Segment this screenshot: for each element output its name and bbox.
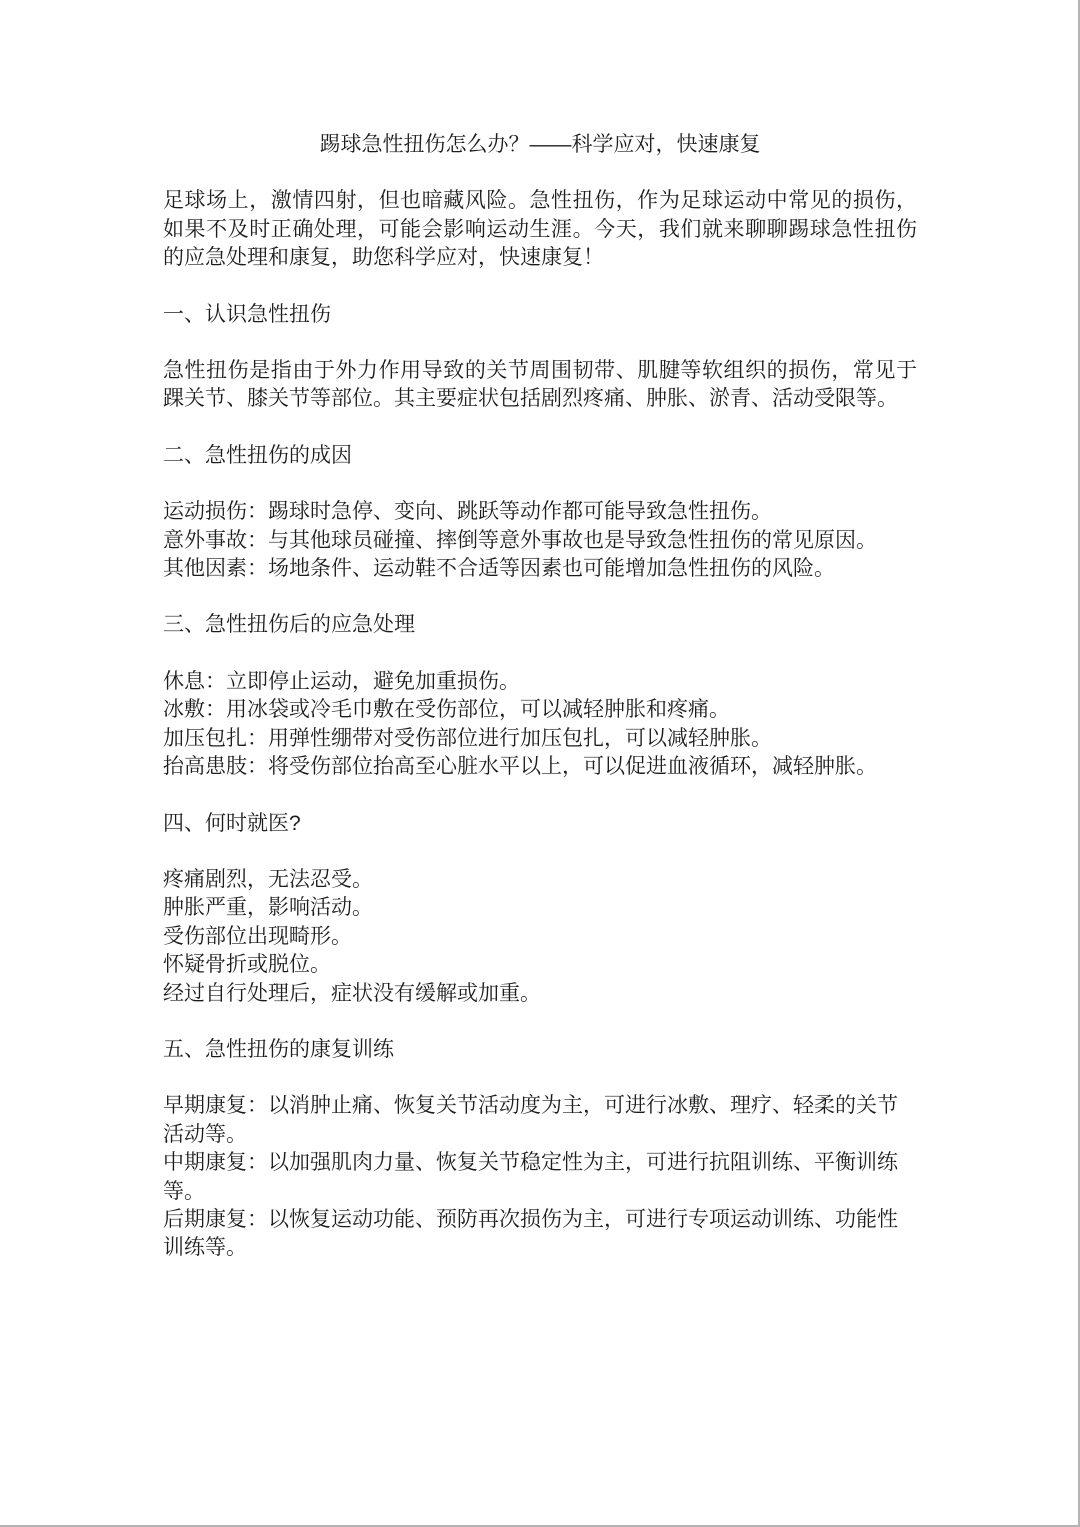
section-1-paragraph: 急性扭伤是指由于外力作用导致的关节周围韧带、肌腱等软组织的损伤，常见于踝关节、膝关节等部位。其主要症状包括剧烈疼痛、肿胀、淤青、活动受限等。 [163, 359, 917, 411]
seek-doctor-item: 疼痛剧烈，无法忍受。 [163, 867, 373, 891]
first-aid-item: 休息：立即停止运动，避免加重损伤。 [163, 669, 520, 693]
cause-item: 其他因素：场地条件、运动鞋不合适等因素也可能增加急性扭伤的风险。 [163, 557, 835, 581]
rehab-item: 中期康复：以加强肌肉力量、恢复关节稳定性为主，可进行抗阻训练、平衡训练等。 [163, 1151, 898, 1203]
seek-doctor-item: 怀疑骨折或脱位。 [163, 953, 331, 977]
first-aid-item: 抬高患肢：将受伤部位抬高至心脏水平以上，可以促进血液循环，减轻肿胀。 [163, 755, 877, 779]
seek-doctor-item: 受伤部位出现畸形。 [163, 924, 352, 948]
section-3-list [163, 668, 917, 782]
section-1-heading: 一、认识急性扭伤 [163, 302, 331, 326]
seek-doctor-item: 肿胀严重，影响活动。 [163, 896, 373, 920]
first-aid-item: 加压包扎：用弹性绷带对受伤部位进行加压包扎，可以减轻肿胀。 [163, 726, 772, 750]
section-4-list [163, 866, 917, 1008]
rehab-item: 后期康复：以恢复运动功能、预防再次损伤为主，可进行专项运动训练、功能性训练等。 [163, 1207, 898, 1260]
first-aid-item: 冰敷：用冰袋或冷毛巾敷在受伤部位，可以减轻肿胀和疼痛。 [163, 698, 730, 722]
cause-item: 意外事故：与其他球员碰撞、摔倒等意外事故也是导致急性扭伤的常见原因。 [163, 528, 877, 552]
cause-item: 运动损伤：踢球时急停、变向、跳跃等动作都可能导致急性扭伤。 [163, 500, 772, 524]
document-title: 踢球急性扭伤怎么办？——科学应对，快速康复 [319, 133, 761, 156]
section-5-heading: 五、急性扭伤的康复训练 [163, 1037, 394, 1061]
section-2-heading: 二、急性扭伤的成因 [163, 443, 352, 467]
seek-doctor-item: 经过自行处理后，症状没有缓解或加重。 [163, 981, 541, 1005]
section-2-list [163, 498, 917, 583]
intro-paragraph: 足球场上，激情四射，但也暗藏风险。急性扭伤，作为足球运动中常见的损伤，如果不及时正确处理，可能会影响运动生涯。今天，我们就来聊聊踢球急性扭伤的应急处理和康复，助您科学应对，快速康复！ [163, 189, 917, 270]
rehab-item: 早期康复：以消肿止痛、恢复关节活动度为主，可进行冰敷、理疗、轻柔的关节活动等。 [163, 1094, 898, 1146]
section-5-list [163, 1092, 917, 1262]
section-4-heading: 四、何时就医? [163, 811, 301, 835]
section-3-heading: 三、急性扭伤后的应急处理 [163, 613, 415, 637]
